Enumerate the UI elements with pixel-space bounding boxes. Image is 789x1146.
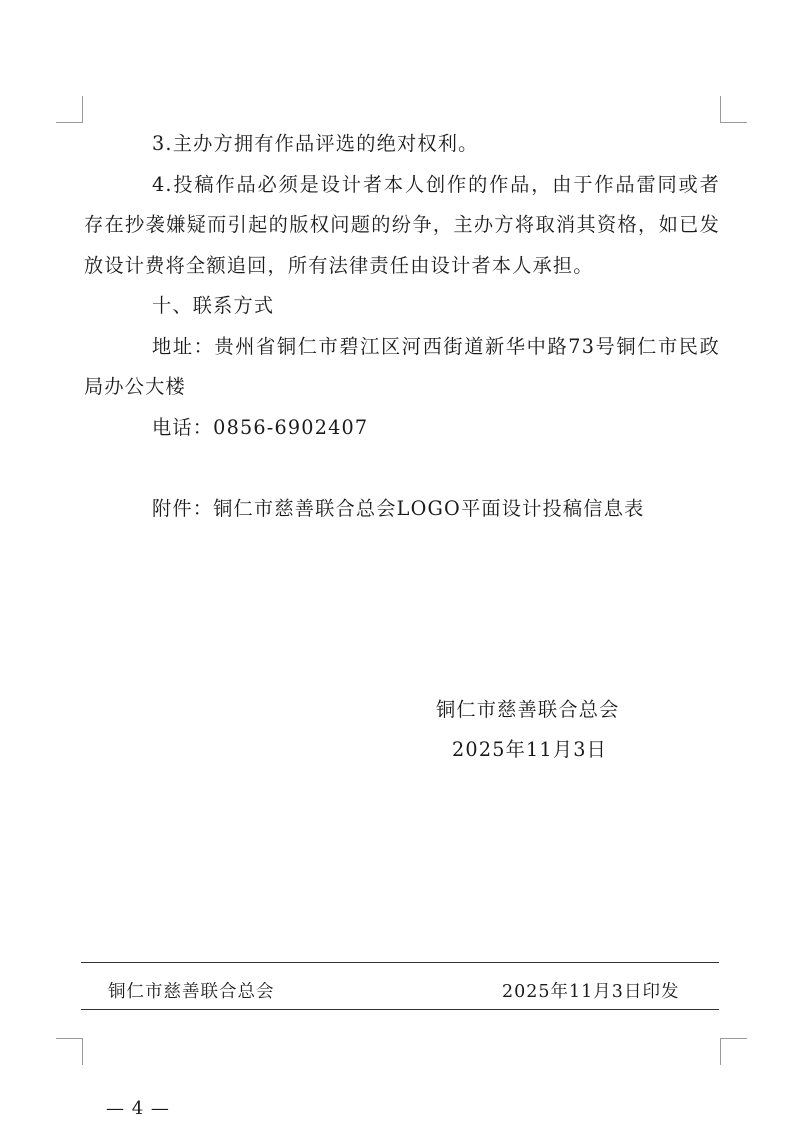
footer-organization: 铜仁市慈善联合总会	[108, 982, 275, 1002]
signature-date: 2025年11月3日	[452, 738, 608, 761]
paragraph-address: 地址：贵州省铜仁市碧江区河西街道新华中路73号铜仁市民政局办公大楼	[84, 334, 720, 398]
document-body	[84, 124, 720, 529]
blank-line	[84, 448, 720, 489]
paragraph-attachment: 附件：铜仁市慈善联合总会LOGO平面设计投稿信息表	[152, 496, 645, 520]
page-number: — 4 —	[106, 1098, 170, 1119]
paragraph-phone: 电话：0856-6902407	[152, 415, 369, 439]
signature-organization: 铜仁市慈善联合总会	[436, 698, 620, 721]
footer-rule-top	[81, 962, 719, 963]
crop-mark-bottom-left	[56, 1038, 83, 1065]
footer-rule-bottom	[81, 1009, 719, 1010]
crop-mark-top-right	[720, 96, 747, 123]
crop-mark-top-left	[56, 96, 83, 123]
footer-issue-date: 2025年11月3日印发	[502, 982, 680, 1002]
crop-mark-bottom-right	[720, 1038, 747, 1065]
paragraph-copyright-clause: 4.投稿作品必须是设计者本人创作的作品，由于作品雷同或者存在抄袭嫌疑而引起的版权问题的纷争，主办方将取消其资格，如已发放设计费将全额追回，所有法律责任由设计者本人承担。	[84, 172, 720, 277]
section-heading-contact: 十、联系方式	[152, 294, 275, 317]
paragraph-judging-rights: 3.主办方拥有作品评选的绝对权利。	[152, 132, 479, 155]
